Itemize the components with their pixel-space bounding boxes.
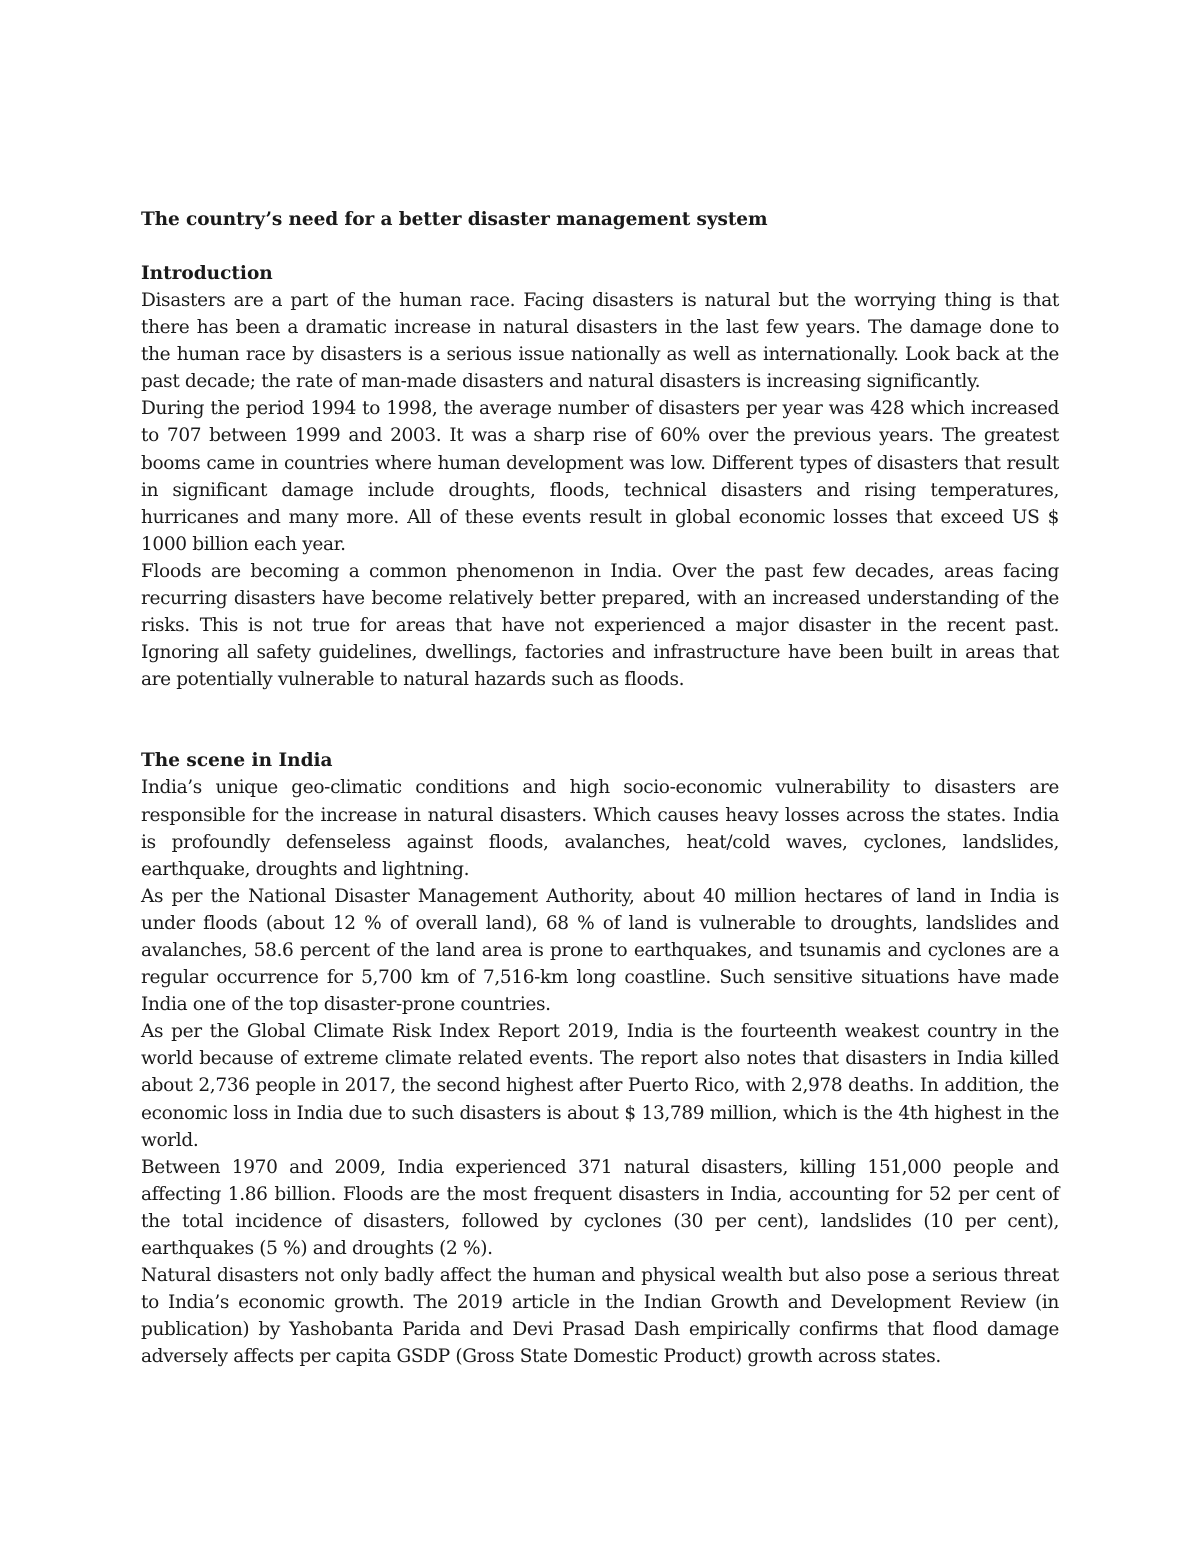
- section-scene-in-india: [141, 747, 1059, 1370]
- section-heading-scene-in-india: The scene in India: [141, 750, 333, 772]
- paragraph: Floods are becoming a common phenomenon in India. Over the past few decades, areas facing recurring disasters have become relatively better prepared, with an increased understanding of the risks. This is not true for areas that have not experienced a major disaster in the recent past. Ignoring all safety guidelines, dwellings, factories and infrastructure have been built in areas that are potentially vulnerable to natural hazards such as floods.: [141, 560, 1059, 691]
- document-page: [141, 206, 1059, 1370]
- paragraph: Disasters are a part of the human race. Facing disasters is natural but the worrying thing is that there has been a dramatic increase in natural disasters in the last few years. The damage done to the human race by disasters is a serious issue nationally as well as internationally. Look back at the past decade; the rate of man-made disasters and natural disasters is increasing significantly.: [141, 290, 1059, 393]
- document-title: The country’s need for a better disaster management system: [141, 209, 768, 230]
- paragraph: India’s unique geo-climatic conditions and high socio-economic vulnerability to disasters are responsible for the increase in natural disasters. Which causes heavy losses across the states. India is profoundly defenseless against floods, avalanches, heat/cold waves, cyclones, landslides, earthquake, droughts and lightning.: [141, 777, 1059, 880]
- paragraph: Natural disasters not only badly affect the human and physical wealth but also pose a serious threat to India’s economic growth. The 2019 article in the Indian Growth and Development Review (in publication) by Yashobanta Parida and Devi Prasad Dash empirically confirms that flood damage adversely affects per capita GSDP (Gross State Domestic Product) growth across states.: [141, 1265, 1059, 1368]
- spacer: [141, 693, 1059, 747]
- spacer: [141, 233, 1059, 260]
- paragraph: During the period 1994 to 1998, the average number of disasters per year was 428 which increased to 707 between 1999 and 2003. It was a sharp rise of 60% over the previous years. The greatest booms came in countries where human development was low. Different types of disasters that result in significant damage include droughts, floods, technical disasters and rising temperatures, hurricanes and many more. All of these events result in global economic losses that exceed US $ 1000 billion each year.: [141, 398, 1059, 555]
- section-introduction: [141, 260, 1059, 693]
- paragraph: As per the Global Climate Risk Index Report 2019, India is the fourteenth weakest country in the world because of extreme climate related events. The report also notes that disasters in India killed about 2,736 people in 2017, the second highest after Puerto Rico, with 2,978 deaths. In addition, the economic loss in India due to such disasters is about $ 13,789 million, which is the 4th highest in the world.: [141, 1021, 1059, 1151]
- paragraph: Between 1970 and 2009, India experienced 371 natural disasters, killing 151,000 people and affecting 1.86 billion. Floods are the most frequent disasters in India, accounting for 52 per cent of the total incidence of disasters, followed by cyclones (30 per cent), landslides (10 per cent), earthquakes (5 %) and droughts (2 %).: [141, 1156, 1059, 1259]
- section-heading-introduction: Introduction: [141, 263, 273, 284]
- paragraph: As per the National Disaster Management Authority, about 40 million hectares of land in India is under floods (about 12 % of overall land), 68 % of land is vulnerable to droughts, landslides and avalanches, 58.6 percent of the land area is prone to earthquakes, and tsunamis and cyclones are a regular occurrence for 5,700 km of 7,516-km long coastline. Such sensitive situations have made India one of the top disaster-prone countries.: [141, 885, 1059, 1016]
